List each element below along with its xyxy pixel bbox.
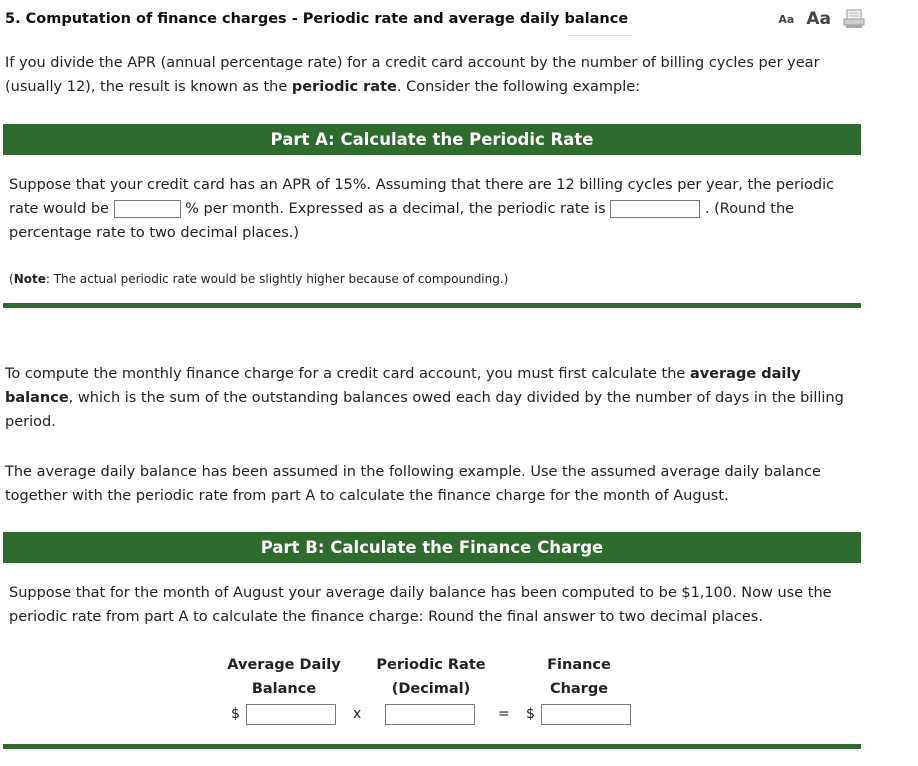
note-label: Note xyxy=(13,272,46,286)
monthly-rate-input[interactable] xyxy=(114,200,181,218)
para2-bold-term: average daily balance xyxy=(5,366,801,406)
col2-line1: Periodic Rate xyxy=(376,657,486,673)
note-text: : The actual periodic rate would be slightly higher because of compounding.) xyxy=(45,272,509,286)
part-a-heading: Part A: Calculate the Periodic Rate xyxy=(3,124,861,155)
col1-line1: Average Daily xyxy=(227,657,341,673)
toolbar xyxy=(778,9,865,29)
part-b-heading: Part B: Calculate the Finance Charge xyxy=(3,532,861,563)
col-periodic-rate xyxy=(366,653,496,701)
intro-bold-term: periodic rate xyxy=(291,79,397,95)
finance-charge-input[interactable] xyxy=(541,704,631,725)
dollar-sign-charge: $ xyxy=(526,706,535,722)
average-daily-balance-input[interactable] xyxy=(246,704,336,725)
part-b-divider xyxy=(3,744,861,749)
periodic-rate-decimal-input[interactable] xyxy=(385,704,475,725)
font-size-large-button[interactable]: Aa xyxy=(806,9,831,29)
col2-line2: (Decimal) xyxy=(391,681,471,697)
part-a-text-3: . (Round the percentage rate to two decimal places.) xyxy=(9,201,795,241)
intro-paragraph xyxy=(5,51,835,99)
page-title: 5. Computation of finance charges - Periodic rate and average daily balance xyxy=(5,11,629,27)
print-icon[interactable] xyxy=(843,9,865,29)
col-finance-charge xyxy=(528,653,630,701)
compounding-note xyxy=(9,270,508,288)
part-a-divider xyxy=(3,303,861,308)
col3-line2: Charge xyxy=(549,681,609,697)
para2-text: To compute the monthly finance charge for a credit card account, you must first calculate the xyxy=(5,366,690,382)
multiply-sign: x xyxy=(353,706,362,722)
note-paren: ( xyxy=(9,272,14,286)
equals-sign: = xyxy=(498,706,510,722)
part-b-question: Suppose that for the month of August your average daily balance has been computed to be $1,100. Now use the periodic rate from part A to calculate the finance charge: Round the final answer to two decimal places. xyxy=(9,585,832,625)
average-daily-balance-paragraph xyxy=(5,362,855,434)
col3-line1: Finance xyxy=(547,657,611,673)
part-a-text-2: % per month. Expressed as a decimal, the periodic rate is xyxy=(180,201,611,217)
font-size-small-button[interactable]: Aa xyxy=(778,13,795,26)
title-underline xyxy=(568,35,632,36)
col-average-daily-balance xyxy=(220,653,348,701)
part-a-text-1: Suppose that your credit card has an APR of 15%. Assuming that there are 12 billing cycles per year, the periodic rate would be xyxy=(9,177,835,217)
dollar-sign-balance: $ xyxy=(231,706,240,722)
header xyxy=(5,9,865,33)
part-a-question xyxy=(9,173,854,245)
col1-line2: Balance xyxy=(251,681,317,697)
intro-text-end: . Consider the following example: xyxy=(396,79,641,95)
assumed-balance-paragraph: The average daily balance has been assumed in the following example. Use the assumed average daily balance together with the periodic rate from part A to calculate the finance charge for the month of August. xyxy=(5,464,821,504)
intro-text: If you divide the APR (annual percentage rate) for a credit card account by the number of billing cycles per year (usually 12), the result is known as the xyxy=(5,55,820,95)
para2-text-end: , which is the sum of the outstanding balances owed each day divided by the number of days in the billing period. xyxy=(5,390,844,430)
decimal-rate-input[interactable] xyxy=(610,200,700,218)
